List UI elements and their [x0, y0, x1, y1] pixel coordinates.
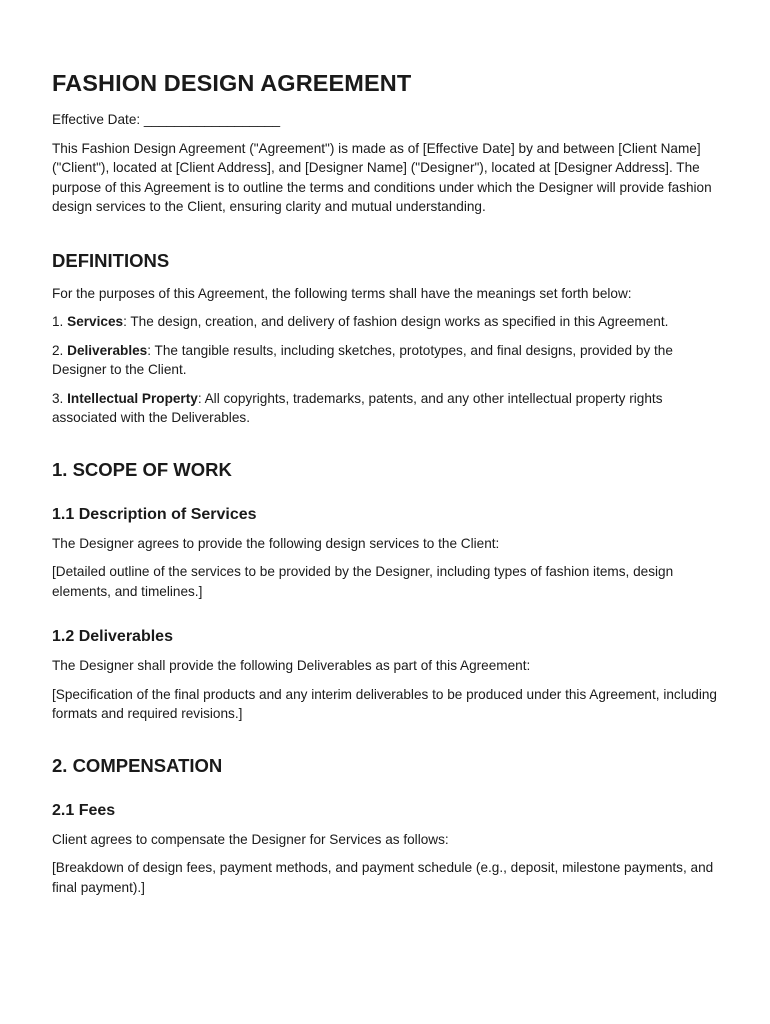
definition-text: : All copyrights, trademarks, patents, and any other intellectual property rights associated with the Deliverables. — [52, 390, 663, 425]
fees-intro: Client agrees to compensate the Designer for Services as follows: — [52, 831, 449, 847]
definition-term: Deliverables — [67, 342, 148, 358]
definition-number: 2. — [52, 342, 64, 358]
scope-heading: 1. SCOPE OF WORK — [52, 458, 232, 480]
definition-number: 1. — [52, 314, 64, 329]
definition-term: Intellectual Property — [67, 390, 198, 406]
definition-number: 3. — [52, 390, 64, 406]
definitions-intro: For the purposes of this Agreement, the following terms shall have the meanings set forth below: — [52, 285, 632, 301]
document-title: FASHION DESIGN AGREEMENT — [52, 70, 412, 96]
definition-term: Services — [67, 314, 124, 329]
definition-item-services — [52, 312, 722, 332]
effective-date-line: Effective Date: __________________ — [52, 112, 281, 127]
deliverables-placeholder: [Specification of the final products and any interim deliverables to be produced under this Agreement, including formats and required revisions.] — [52, 686, 717, 721]
definition-item-deliverables — [52, 341, 722, 380]
intro-paragraph: This Fashion Design Agreement ("Agreement") is made as of [Effective Date] by and between [Client Name] ("Client"), located at [Client Address], and [Designer Name] ("Designer"), located at [Designer Address]. The purpose of this Agreement is to outline the terms and conditions under which the Designer will provide fashion design services to the Client, ensuring clarity and mutual understanding. — [52, 140, 712, 214]
description-of-services-placeholder: [Detailed outline of the services to be provided by the Designer, including types of fashion items, design elements, and timelines.] — [52, 564, 674, 599]
definition-item-intellectual-property — [52, 389, 722, 428]
fees-heading: 2.1 Fees — [52, 801, 116, 819]
definition-text: : The tangible results, including sketches, prototypes, and final designs, provided by the Designer to the Client. — [52, 342, 673, 377]
definition-text: : The design, creation, and delivery of fashion design works as specified in this Agreement. — [123, 314, 669, 329]
description-of-services-heading: 1.1 Description of Services — [52, 505, 257, 523]
description-of-services-intro: The Designer agrees to provide the following design services to the Client: — [52, 535, 500, 551]
definitions-heading: DEFINITIONS — [52, 249, 170, 271]
deliverables-heading: 1.2 Deliverables — [52, 628, 173, 645]
deliverables-intro: The Designer shall provide the following Deliverables as part of this Agreement: — [52, 658, 531, 673]
compensation-heading: 2. COMPENSATION — [52, 754, 223, 776]
fees-placeholder: [Breakdown of design fees, payment methods, and payment schedule (e.g., deposit, milestone payments, and final payment).] — [52, 860, 714, 895]
